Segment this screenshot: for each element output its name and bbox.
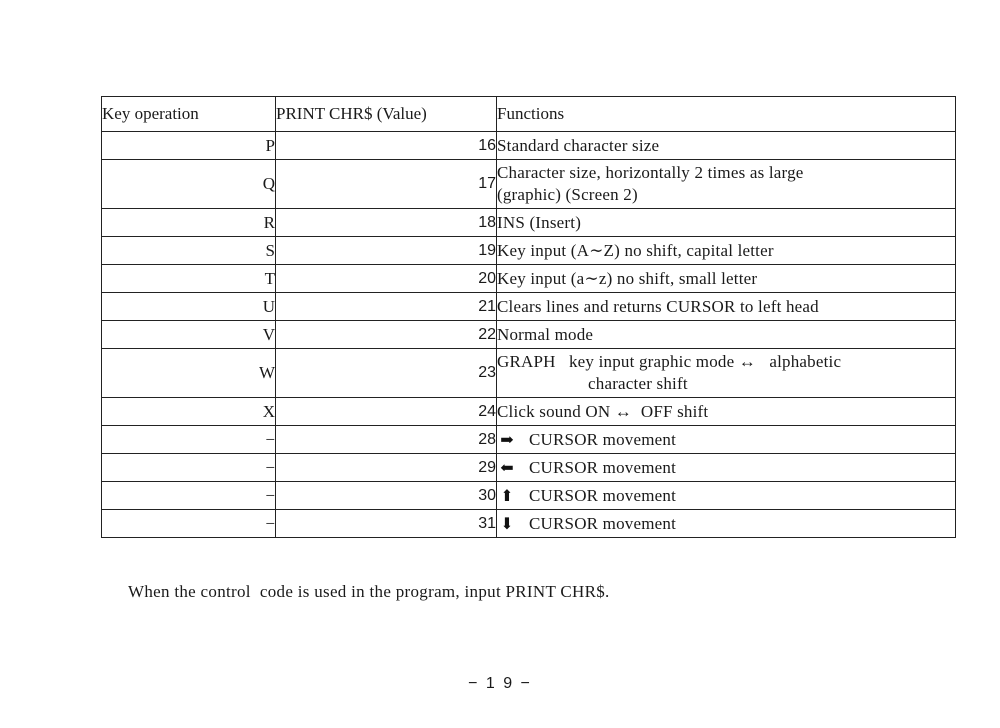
function-cell: [497, 237, 956, 265]
right-arrow-icon: ➡: [500, 431, 514, 449]
chr-value-cell: 20: [276, 265, 497, 293]
key-operation-cell: U: [102, 293, 276, 321]
key-operation-cell: −: [102, 454, 276, 482]
table-row: [102, 293, 956, 321]
chr-value-cell: 22: [276, 321, 497, 349]
function-text: Character size, horizontally 2 times as large: [497, 163, 804, 182]
function-cell: [497, 454, 956, 482]
function-text: CURSOR movement: [529, 513, 677, 533]
control-code-table: [101, 96, 956, 538]
function-cell: [497, 482, 956, 510]
function-text-continued: character shift: [588, 374, 688, 393]
function-cell: [497, 321, 956, 349]
key-operation-cell: R: [102, 209, 276, 237]
header-print-chr-value: PRINT CHR$ (Value): [276, 97, 497, 132]
function-cell: [497, 132, 956, 160]
table-row: [102, 209, 956, 237]
key-operation-cell: P: [102, 132, 276, 160]
function-text: Clears lines and returns CURSOR to left head: [497, 296, 819, 316]
function-cell: [497, 160, 956, 209]
function-text: INS (Insert): [497, 212, 582, 232]
function-cell: [497, 265, 956, 293]
key-operation-cell: −: [102, 510, 276, 538]
table-row: [102, 426, 956, 454]
function-text: Key input (a∼z) no shift, small letter: [497, 268, 758, 288]
chr-value-cell: 29: [276, 454, 497, 482]
chr-value-cell: 17: [276, 160, 497, 209]
chr-value-cell: 30: [276, 482, 497, 510]
key-operation-cell: W: [102, 349, 276, 398]
function-text: CURSOR movement: [529, 485, 677, 505]
table-body: [102, 132, 956, 538]
table-row: [102, 132, 956, 160]
key-operation-cell: −: [102, 482, 276, 510]
table-row: [102, 398, 956, 426]
key-operation-cell: T: [102, 265, 276, 293]
table-row: [102, 482, 956, 510]
chr-value-cell: 16: [276, 132, 497, 160]
function-cell: [497, 293, 956, 321]
table-row: [102, 265, 956, 293]
key-operation-cell: Q: [102, 160, 276, 209]
table-row: [102, 237, 956, 265]
function-text: CURSOR movement: [529, 429, 677, 449]
page-number: − 1 9 −: [468, 675, 532, 692]
header-key-operation: Key operation: [102, 97, 276, 132]
table-header-row: [102, 97, 956, 132]
table-row: [102, 321, 956, 349]
key-operation-cell: S: [102, 237, 276, 265]
up-arrow-icon: ⬆: [500, 487, 514, 505]
usage-note: When the control code is used in the program, input PRINT CHR$.: [128, 582, 610, 601]
function-cell: [497, 426, 956, 454]
key-operation-cell: −: [102, 426, 276, 454]
function-text: Key input (A∼Z) no shift, capital letter: [497, 240, 774, 260]
chr-value-cell: 23: [276, 349, 497, 398]
header-functions: Functions: [497, 97, 956, 132]
function-cell: [497, 349, 956, 398]
table-row: [102, 454, 956, 482]
function-cell: [497, 209, 956, 237]
chr-value-cell: 18: [276, 209, 497, 237]
key-operation-cell: X: [102, 398, 276, 426]
table-row: [102, 510, 956, 538]
function-text: Normal mode: [497, 324, 594, 344]
chr-value-cell: 28: [276, 426, 497, 454]
table-row: [102, 160, 956, 209]
key-operation-cell: V: [102, 321, 276, 349]
function-text-continued: (graphic) (Screen 2): [497, 185, 638, 204]
down-arrow-icon: ⬇: [500, 515, 514, 533]
function-text: Standard character size: [497, 135, 660, 155]
function-text: GRAPH key input graphic mode ↔ alphabetic: [497, 352, 842, 371]
left-arrow-icon: ⬅: [500, 459, 514, 477]
chr-value-cell: 19: [276, 237, 497, 265]
function-text: CURSOR movement: [529, 457, 677, 477]
chr-value-cell: 31: [276, 510, 497, 538]
chr-value-cell: 21: [276, 293, 497, 321]
function-text: Click sound ON ↔ OFF shift: [497, 401, 709, 421]
chr-value-cell: 24: [276, 398, 497, 426]
function-cell: [497, 510, 956, 538]
function-cell: [497, 398, 956, 426]
table-row: [102, 349, 956, 398]
